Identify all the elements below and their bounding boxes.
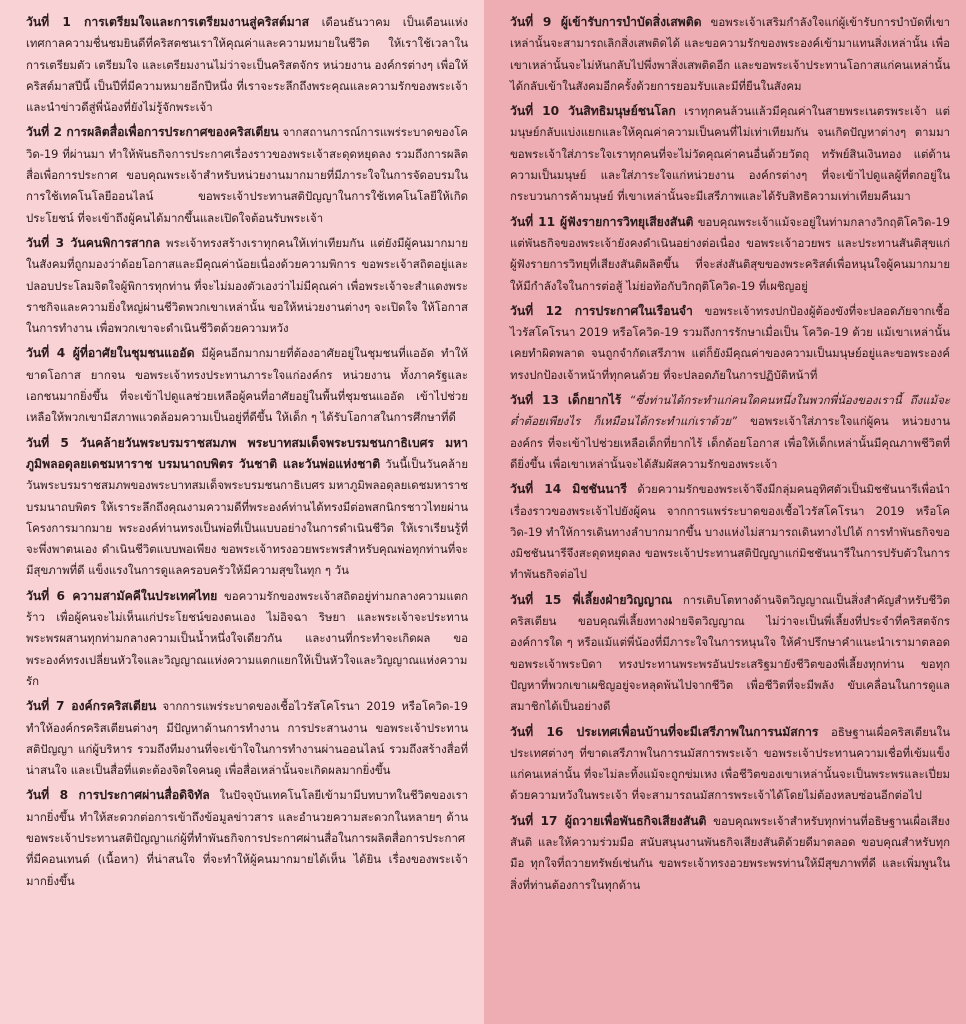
day-7-heading: วันที่ 7 องค์กรคริสเตียน (26, 699, 157, 714)
day-13-heading: วันที่ 13 เด็กยากไร้ (510, 393, 622, 408)
day-12-entry (510, 301, 950, 386)
day-5-text: วันนี้เป็นวันคล้ายวันพระบรมราชสมภพของพระบาทสมเด็จพระบรมชนกาธิเบศร มหาภูมิพลอดุลยเดชมหาราช บรมนาถบพิตร ให้เราระลึกถึงคุณงามความดีที่พระองค์ท่านได้ทรงมีต่อพสกนิกรชาวไทยผ่านโครงการมากมาย พระองค์ท่านทรงเป็นพ่อที่เป็นแบบอย่างในการดำเนินชีวิต ให้เราเรียนรู้ที่จะพึ่งพาตนเอง ดำเนินชีวิตแบบพอเพียง ขอพระเจ้าทรงอวยพระพรสำหรับคุณพ่อทุกท่านที่จะมีสุขภาพที่ดี แข็งแรงในการดูแลครอบครัวให้มีความสุขในทุก ๆ วัน (26, 456, 468, 578)
day-14-text: ด้วยความรักของพระเจ้าจึงมีกลุ่มคนอุทิศตัวเป็นมิชชันนารีเพื่อนำเรื่องราวของพระเจ้าไปยังผู้คน จากการแพร่ระบาดของเชื้อไวรัสโคโรนา 2019 หรือโควิด-19 ทำให้การเดินทางลำบากมากขึ้น บางแห่งไม่สามารถเดินทางไปได้ การทำพันธกิจของมิชชันนารีจึงสะดุดหยุดลง ขอพระเจ้าประทานสติปัญญาแก่มิชชันนารีในการปรับตัวในการทำพันธกิจต่อไป (510, 482, 950, 582)
day-4-heading: วันที่ 4 ผู้ที่อาศัยในชุมชนแออัด (26, 346, 195, 361)
day-17-heading: วันที่ 17 ผู้ถวายเพื่อพันธกิจเสียงสันติ (510, 813, 707, 828)
day-13-text: ขอพระเจ้าใส่ภาระใจแก่ผู้คน หน่วยงาน องค์กร ที่จะเข้าไปช่วยเหลือเด็กที่ยากไร้ เด็กด้อยโอกาส เพื่อให้เด็กเหล่านั้นมีคุณภาพชีวิตที่ดียิ่งขึ้น เพื่อเขาเหล่านั้นจะได้สัมผัสความรักของพระเจ้า (510, 414, 950, 471)
day-2-entry (26, 122, 468, 228)
day-7-text: จากการแพร่ระบาดของเชื้อไวรัสโคโรนา 2019 หรือโควิด-19 ทำให้องค์กรคริสเตียนต่างๆ มีปัญหาด้านการทำงาน การประสานงาน ขอพระเจ้าประทานสติปัญญา แก่ผู้บริหาร รวมถึงทีมงานที่จะเข้าใจในการทำงานผ่านออนไลน์ รวมถึงสร้างสื่อที่น่าสนใจ และเป็นสื่อที่แตะต้องจิตใจคนดู เพื่อสื่อเหล่านั้นจะเกิดผลมากยิ่งขึ้น (26, 699, 468, 778)
day-3-entry (26, 233, 468, 339)
day-8-text: ในปัจจุบันเทคโนโลยีเข้ามามีบทบาทในชีวิตของเรามากยิ่งขึ้น ทำให้สะดวกต่อการเข้าถึงข้อมูลข่าวสาร และอำนวยความสะดวกในหลายๆ ด้าน ขอพระเจ้าประทานสติปัญญาแก่ผู้ที่ทำพันธกิจการประกาศผ่านสื่อในการผลิตสื่อการประกาศที่มีคอนเทนต์ (เนื้อหา) ที่น่าสนใจ ที่จะทำให้ผู้คนมากมายได้เห็น ได้ยิน เรื่องของพระเจ้ามากยิ่งขึ้น (26, 788, 468, 888)
day-15-entry (510, 590, 950, 718)
day-5-entry (26, 433, 468, 582)
day-5-heading: วันที่ 5 วันคล้ายวันพระบรมราชสมภพ พระบาทสมเด็จพระบรมชนกาธิเบศร มหาภูมิพลอดุลยเดชมหาราช บรมนาถบพิตร วันชาติ และวันพ่อแห่งชาติ (26, 435, 468, 471)
day-1-heading: วันที่ 1 การเตรียมใจและการเตรียมงานสู่คริสต์มาส (26, 15, 310, 29)
right-column (484, 0, 966, 1024)
day-13-quote: “ซึ่งท่านได้กระทำแก่คนใดคนหนึ่งในพวกพี่น้องของเรานี้ ถึงแม้จะต่ำต้อยเพียงไร ก็เหมือนได้กระทำแก่เราด้วย” (510, 393, 950, 429)
day-7-entry (26, 696, 468, 781)
day-1-text: เดือนธันวาคม เป็นเดือนแห่งเทศกาลความชื่นชมยินดีที่คริสตชนเราให้คุณค่าและความหมายในชีวิต ให้เราใช้เวลาในการเตรียมตัว เตรียมใจ และเตรียมงานไม่ว่าจะเป็นคริสตจักร หน่วยงาน องค์กรต่างๆ เพื่อให้คริสต์มาสปีนี้ เป็นปีที่มีความหมายอีกปีหนึ่ง ที่เราจะระลึกถึงพระคุณและความรักของพระเจ้า และนำข่าวดีสู่พี่น้องที่ยังไม่รู้จักพระเจ้า (26, 15, 468, 115)
day-13-entry (510, 390, 950, 475)
day-2-heading: วันที่ 2 การผลิตสื่อเพื่อการประกาศของคริสเตียน (26, 125, 279, 140)
day-9-heading: วันที่ 9 ผู้เข้ารับการบำบัดสิ่งเสพติด (510, 15, 702, 29)
day-11-heading: วันที่ 11 ผู้ฟังรายการวิทยุเสียงสันติ (510, 214, 694, 229)
day-16-text: อธิษฐานเผื่อคริสเตียนในประเทศต่างๆ ที่ขาดเสรีภาพในการนมัสการพระเจ้า ขอพระเจ้าประทานความเชื่อที่เข้มแข็งแก่คนเหล่านั้น ที่จะไม่ละทิ้งแม้จะถูกข่มเหง เพื่อชีวิตของเขาเหล่านั้นจะเป็นพระพรและเปี่ยมด้วยความหวังในพระเจ้า ที่จะสามารถนมัสการพระเจ้าได้โดยไม่ต้องหลบซ่อนอีกต่อไป (510, 724, 950, 803)
day-17-text: ขอบคุณพระเจ้าสำหรับทุกท่านที่อธิษฐานเผื่อเสียงสันติ และให้ความร่วมมือ สนับสนุนงานพันธกิจเสียงสันติด้วยดีมาตลอด ขอบคุณสำหรับทุกมือ ทุกใจที่ถวายทรัพย์เช่นกัน ขอพระเจ้าทรงอวยพระพรท่านให้มีสุขภาพที่ดี และเพิ่มพูนในสิ่งที่ท่านต้องการในทุกด้าน (510, 813, 950, 892)
day-9-entry (510, 12, 950, 97)
day-10-heading: วันที่ 10 วันสิทธิมนุษย์ชนโลก (510, 104, 676, 119)
day-14-heading: วันที่ 14 มิชชันนารี (510, 482, 627, 497)
day-10-entry (510, 101, 950, 207)
day-6-heading: วันที่ 6 ความสามัคคีในประเทศไทย (26, 588, 218, 603)
day-4-entry (26, 343, 468, 428)
day-6-text: ขอความรักของพระเจ้าสถิตอยู่ท่ามกลางความแตกร้าว เพื่อผู้คนจะไม่เห็นแก่ประโยชน์ของตนเอง ไม่อิจฉา ริษยา และพระเจ้าจะประทานพระพรผสานทุกท่ามกลางความเป็นน้ำหนึ่งใจเดียวกัน และงานที่กระทำจะเกิดผล ขอพระองค์ทรงเปลี่ยนหัวใจและวิญญาณแห่งความแตกแยกให้เป็นหัวใจและวิญญาณแห่งความรัก (26, 588, 468, 688)
day-15-text: การเติบโตทางด้านจิตวิญญาณเป็นสิ่งสำคัญสำหรับชีวิตคริสเตียน ขอบคุณพี่เลี้ยงทางฝ่ายจิตวิญญาณ ไม่ว่าจะเป็นพี่เลี้ยงที่ประจำที่คริสตจักร องค์การใด ๆ หรือแม้แต่พี่น้องที่มีภาระใจในการหนุนใจ ให้คำปรึกษาคำแนะนำเรามาตลอด ขอพระเจ้าพระบิดา ทรงประทานพระพรอันประเสริฐมายังชีวิตของพี่เลี้ยงทุกท่าน ขอทุกปัญหาที่พวกเขาเผชิญอยู่จะหลุดพ้นไปจากชีวิต เพื่อชีวิตที่จะมีพลัง ขับเคลื่อนในการดูแลสมาชิกได้เป็นอย่างดี (510, 592, 950, 714)
day-15-heading: วันที่ 15 พี่เลี้ยงฝ่ายวิญญาณ (510, 592, 673, 607)
day-3-text: พระเจ้าทรงสร้างเราทุกคนให้เท่าเทียมกัน แต่ยังมีผู้คนมากมาย ในสังคมที่ถูกมองว่าด้อยโอกาสและมีคุณค่าน้อยเนื่องด้วยความพิการ ขอพระเจ้าสถิตอยู่และปลอบประโลมจิตใจผู้พิการทุกท่าน ที่จะไม่มองตัวเองว่าไม่มีคุณค่า เพื่อพระเจ้าจะสำแดงพระราชกิจและความยิ่งใหญ่ผ่านชีวิตพวกเขาเหล่านั้น ขอให้หน่วยงานต่างๆ จะเปิดใจ ให้โอกาสในการทำงาน เพื่อพวกเขาจะดำเนินชีวิตด้วยความหวัง (26, 235, 469, 336)
day-11-entry (510, 212, 950, 297)
day-16-entry (510, 722, 950, 807)
day-12-text: ขอพระเจ้าทรงปกป้องผู้ต้องขังที่จะปลอดภัยจากเชื้อไวรัสโคโรนา 2019 หรือโควิด-19 รวมถึงการรักษาเมื่อเป็น โควิด-19 ด้วย แม้เขาเหล่านั้นเคยทำผิดพลาด จนถูกจำกัดเสรีภาพ แต่ก็ยังมีคุณค่าของความเป็นมนุษย์อยู่และขอพระองค์ทรงปกป้องเจ้าหน้าที่ทุกคนด้วย ที่จะปลอดภัยในการปฏิบัติหน้าที่ (510, 303, 951, 382)
day-16-heading: วันที่ 16 ประเทศเพื่อนบ้านที่จะมีเสรีภาพในการนมัสการ (510, 724, 819, 739)
day-6-entry (26, 586, 468, 692)
day-14-entry (510, 479, 950, 585)
day-11-text: ขอบคุณพระเจ้าแม้จะอยู่ในท่ามกลางวิกฤติโควิด-19 แต่พันธกิจของพระเจ้ายังคงดำเนินอย่างต่อเนื่อง ขอพระเจ้าอวยพร และประทานสันติสุขแก่ผู้ฟังรายการวิทยุที่เสียงสันติผลิตขึ้น ที่จะส่งสันติสุขของพระคริสต์เพื่อหนุนใจผู้คนมากมายให้มีกำลังใจในการต่อสู้ ไม่ย่อท้อกับวิกฤติโควิด-19 ที่เผชิญอยู่ (510, 214, 950, 293)
day-1-entry (26, 12, 468, 118)
day-2-text: จากสถานการณ์การแพร่ระบาดของโควิด-19 ที่ผ่านมา ทำให้พันธกิจการประกาศเรื่องราวของพระเจ้าสะดุดหยุดลง รวมถึงการผลิตสื่อเพื่อการประกาศ ขอบคุณพระเจ้าสำหรับหน่วยงานมากมายที่มีภาระใจในการจัดอบรมในการใช้เทคโนโลยีออนไลน์ ขอพระเจ้าประทานสติปัญญาในการใช้เทคโนโลยีให้เกิดประโยชน์ ที่จะเข้าถึงผู้คนได้มากขึ้นและเปิดใจต้อนรับพระเจ้า (26, 125, 468, 225)
day-12-heading: วันที่ 12 การประกาศในเรือนจำ (510, 303, 693, 318)
day-3-heading: วันที่ 3 วันคนพิการสากล (26, 235, 161, 250)
day-8-heading: วันที่ 8 การประกาศผ่านสื่อดิจิทัล (26, 788, 210, 803)
day-8-entry (26, 785, 468, 891)
day-10-text: เราทุกคนล้วนแล้วมีคุณค่าในสายพระเนตรพระเจ้า แต่มนุษย์กลับแบ่งแยกและให้คุณค่าความเป็นคนที่ไม่เท่าเทียมกัน จนเกิดปัญหาต่างๆ ตามมา ขอพระเจ้าใส่ภาระใจเราทุกคนที่จะไม่วัดคุณค่าคนอื่นด้วยวัตถุ ทรัพย์สินเงินทอง แต่ด้านความเป็นมนุษย์ และใส่ภาระใจแก่หน่วยงาน องค์กรต่างๆ ที่จะเข้าไปดูแลผู้ที่ตกอยู่ในกระบวนการค้ามนุษย์ ที่เขาเหล่านั้นจะมีเสรีภาพและได้รับสิทธิความเท่าเทียมคืนมา (510, 104, 950, 204)
day-9-text: ขอพระเจ้าเสริมกำลังใจแก่ผู้เข้ารับการบำบัดที่เขาเหล่านั้นจะสามารถเลิกสิ่งเสพติดได้ และขอความรักของพระองค์เข้ามาแทนสิ่งเหล่านั้น เพื่อเขาเหล่านั้นจะไม่หันกลับไปพึ่งพาสิ่งเสพติดอีก และขอพระเจ้าประทานโอกาสแก่คนเหล่านั้นได้กลับเข้าในสังคมอีกครั้งด้วยการยอมรับและมีที่ยืนในสังคม (510, 15, 951, 93)
day-4-text: มีผู้คนอีกมากมายที่ต้องอาศัยอยู่ในชุมชนที่แออัด ทำให้ขาดโอกาส ยากจน ขอพระเจ้าทรงประทานภาระใจแก่องค์กร หน่วยงาน ทั้งภาครัฐและเอกชนมากยิ่งขึ้น ที่จะเข้าไปดูแลช่วยเหลือผู้คนที่อาศัยอยู่ในพื้นที่ชุมชนแออัด เข้าไปช่วยเหลือให้พวกเขามีสภาพแวดล้อมความเป็นอยู่ที่ดีขึ้น ให้เด็ก ๆ ได้รับโอกาสในการศึกษาที่ดี (26, 346, 468, 425)
day-17-entry (510, 811, 950, 896)
